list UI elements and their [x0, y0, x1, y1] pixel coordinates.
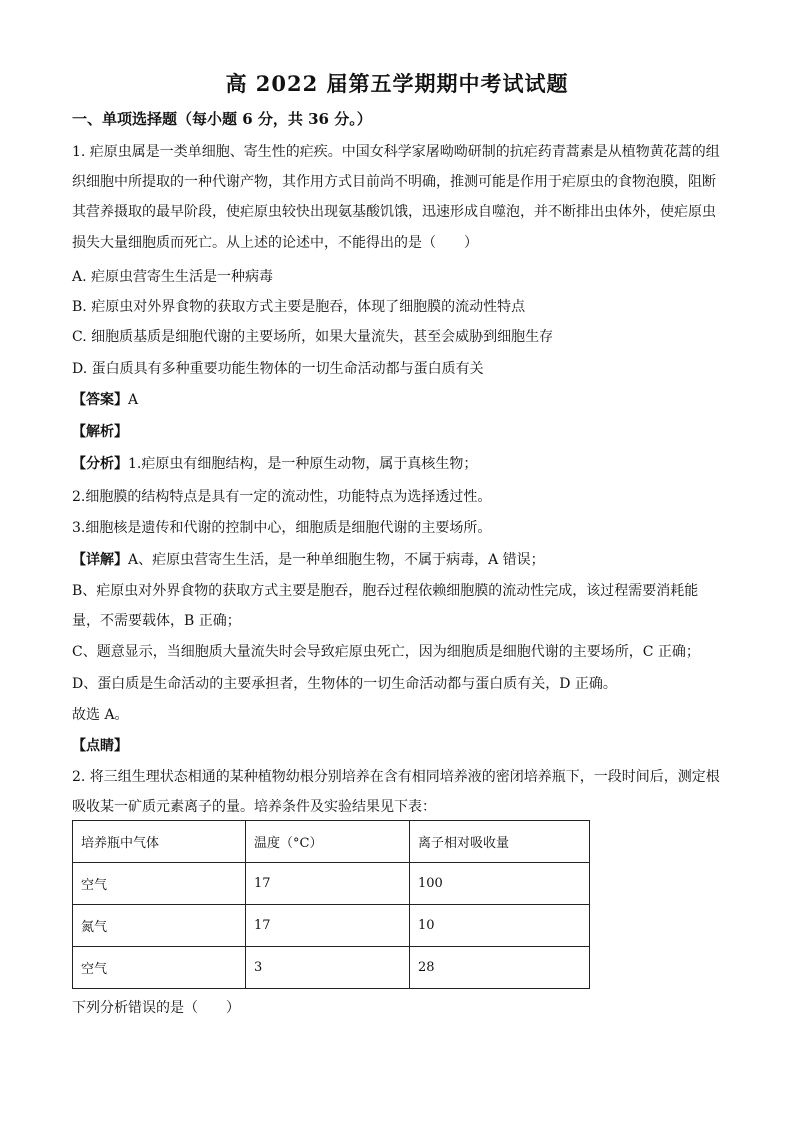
fenxi-line: 2.细胞膜的结构特点是具有一定的流动性，功能特点为选择透过性。 — [72, 489, 492, 505]
table-cell: 氮气 — [73, 905, 246, 947]
q2-stem-line: 吸收某一矿质元素离子的量。培养条件及实验结果见下表： — [72, 799, 436, 815]
results-table — [72, 820, 590, 989]
q1-option-b: B. 疟原虫对外界食物的获取方式主要是胞吞，体现了细胞膜的流动性特点 — [72, 299, 526, 315]
q1-stem-line: 1. 疟原虫属是一类单细胞、寄生性的疟疾。中国女科学家屠呦呦研制的抗疟药青蒿素是从植物黄花蒿的组 — [72, 144, 720, 160]
conclusion: 故选 A。 — [72, 707, 129, 723]
analysis-tag: 【解析】 — [72, 424, 128, 440]
section-heading: 一、单项选择题（每小题 6 分，共 36 分。） — [72, 110, 372, 128]
table-cell: 100 — [410, 863, 590, 905]
fenxi-text: 1.疟原虫有细胞结构，是一种原生动物，属于真核生物； — [128, 456, 478, 472]
table-row — [73, 947, 590, 989]
table-cell: 空气 — [73, 947, 246, 989]
table-cell: 3 — [246, 947, 410, 989]
xiangjie-line: D、蛋白质是生命活动的主要承担者，生物体的一切生命活动都与蛋白质有关，D 正确。 — [72, 676, 617, 692]
table-row — [73, 863, 590, 905]
fenxi-line — [72, 453, 477, 473]
table-cell: 空气 — [73, 863, 246, 905]
table-cell: 17 — [246, 863, 410, 905]
fenxi-tag: 【分析】 — [72, 456, 128, 472]
q1-stem-line: 织细胞中所提取的一种代谢产物，其作用方式目前尚不明确，推测可能是作用于疟原虫的食物泡膜，阻断 — [72, 174, 716, 190]
page-title: 高 2022 届第五学期期中考试试题 — [225, 71, 569, 96]
xiangjie-text: A、疟原虫营寄生生活，是一种单细胞生物，不属于病毒，A 错误； — [128, 552, 545, 568]
table-cell: 28 — [410, 947, 590, 989]
table-cell: 17 — [246, 905, 410, 947]
q1-answer — [72, 389, 138, 409]
dianjing-tag: 【点睛】 — [72, 738, 128, 754]
xiangjie-tag: 【详解】 — [72, 552, 128, 568]
fenxi-line: 3.细胞核是遗传和代谢的控制中心，细胞质是细胞代谢的主要场所。 — [72, 520, 492, 536]
q1-stem-line: 其营养摄取的最早阶段，使疟原虫较快出现氨基酸饥饿，迅速形成自噬泡，并不断排出虫体外，使疟原虫 — [72, 204, 716, 220]
q1-option-c: C. 细胞质基质是细胞代谢的主要场所，如果大量流失，甚至会威胁到细胞生存 — [72, 329, 554, 345]
answer-tag: 【答案】 — [72, 392, 128, 408]
answer-value: A — [128, 392, 139, 408]
xiangjie-line: C、题意显示，当细胞质大量流失时会导致疟原虫死亡，因为细胞质是细胞代谢的主要场所，C 正确； — [72, 644, 700, 660]
table-row — [73, 905, 590, 947]
table-header-cell: 培养瓶中气体 — [73, 821, 246, 863]
table-cell: 10 — [410, 905, 590, 947]
q1-option-a: A. 疟原虫营寄生生活是一种病毒 — [72, 269, 274, 285]
table-header-cell: 离子相对吸收量 — [410, 821, 590, 863]
table-header-row — [73, 821, 590, 863]
q1-stem-line: 损失大量细胞质而死亡。从上述的论述中，不能得出的是（ ） — [72, 235, 478, 251]
xiangjie-line: 量，不需要载体，B 正确； — [72, 613, 241, 629]
q1-option-d: D. 蛋白质具有多种重要功能生物体的一切生命活动都与蛋白质有关 — [72, 361, 484, 377]
q2-stem-line: 2. 将三组生理状态相通的某种植物幼根分别培养在含有相同培养液的密闭培养瓶下，一段时间后，测定根 — [72, 769, 720, 785]
table-header-cell: 温度（°C） — [246, 821, 410, 863]
q2-prompt: 下列分析错误的是（ ） — [72, 1000, 240, 1016]
xiangjie-line — [72, 549, 545, 569]
xiangjie-line: B、疟原虫对外界食物的获取方式主要是胞吞，胞吞过程依赖细胞膜的流动性完成，该过程需要消耗能 — [72, 583, 699, 599]
